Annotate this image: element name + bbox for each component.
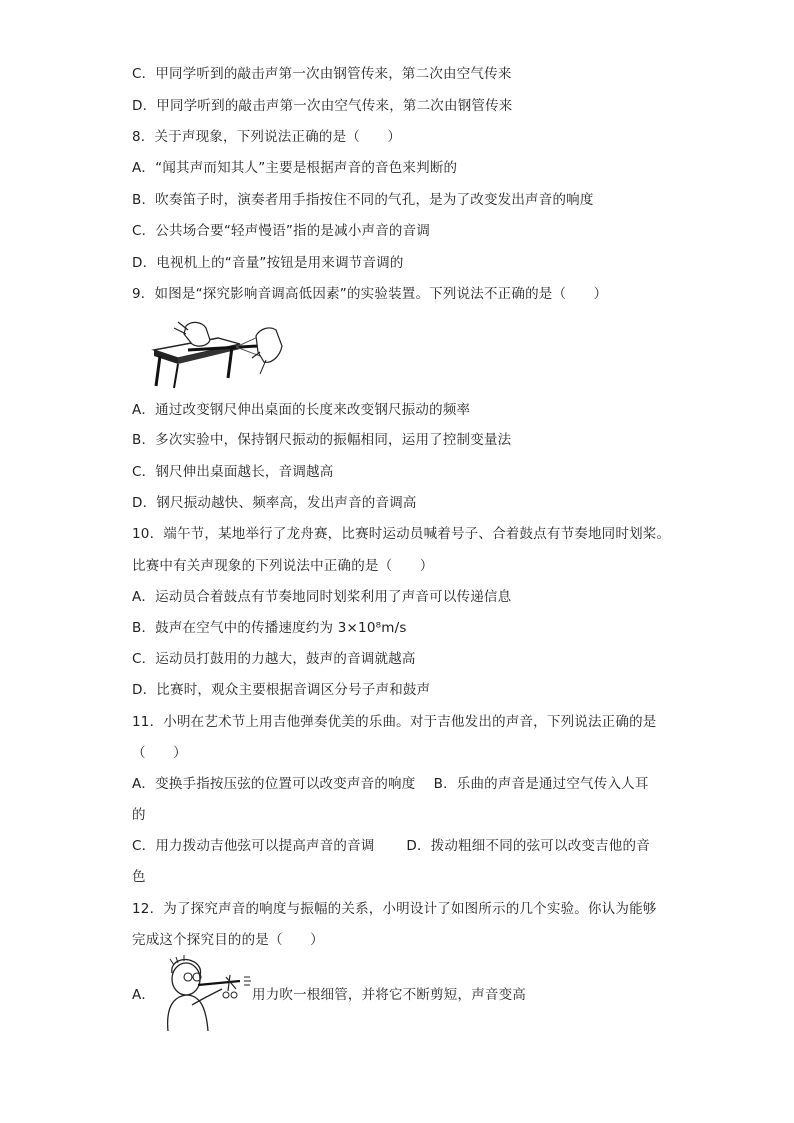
q8-option-d: D．电视机上的“音量”按钮是用来调节音调的	[132, 255, 404, 271]
q9-option-d: D．钢尺振动越快、频率高，发出声音的音调高	[132, 495, 417, 511]
q8-stem: 8．关于声现象，下列说法正确的是（ ）	[132, 129, 402, 145]
q10-stem-line1: 10．端午节，某地举行了龙舟赛，比赛时运动员喊着号子、合着鼓点有节奏地同时划桨。	[132, 526, 671, 542]
q8-option-b: B．吹奏笛子时，演奏者用手指按住不同的气孔，是为了改变发出声音的响度	[132, 192, 594, 208]
q10-option-c: C．运动员打鼓用的力越大，鼓声的音调就越高	[132, 651, 416, 667]
q11-options-cd: C．用力拨动吉他弦可以提高声音的音调 D．拨动粗细不同的弦可以改变吉他的音	[132, 838, 650, 854]
q9-option-c: C．钢尺伸出桌面越长，音调越高	[132, 464, 334, 480]
ruler-experiment-figure	[148, 316, 288, 390]
q7-option-c: C．甲同学听到的敲击声第一次由钢管传来，第二次由空气传来	[132, 66, 512, 82]
q10-option-b: B．鼓声在空气中的传播速度约为 3×10⁸m/s	[132, 620, 407, 636]
q12-option-a-text: 用力吹一根细管，并将它不断剪短，声音变高	[252, 987, 526, 1003]
q12-stem-line2: 完成这个探究目的的是（ ）	[132, 932, 324, 948]
q12-stem-line1: 12．为了探究声音的响度与振幅的关系，小明设计了如图所示的几个实验。你认为能够	[132, 901, 657, 917]
q12-option-a-label: A．	[132, 987, 156, 1003]
q11-options-ab: A．变换手指按压弦的位置可以改变声音的响度 B．乐曲的声音是通过空气传入人耳	[132, 776, 649, 792]
q9-option-b: B．多次实验中，保持钢尺振动的振幅相同，运用了控制变量法	[132, 432, 512, 448]
q10-option-a: A．运动员合着鼓点有节奏地同时划桨利用了声音可以传递信息	[132, 589, 512, 605]
q11-stem-line2: （ ）	[132, 745, 187, 761]
q10-option-d: D．比赛时，观众主要根据音调区分号子声和鼓声	[132, 682, 431, 698]
q11-options-cd-wrap: 色	[132, 869, 146, 885]
q9-option-a: A．通过改变钢尺伸出桌面的长度来改变钢尺振动的频率	[132, 402, 471, 418]
q8-option-c: C．公共场合要“轻声慢语”指的是减小声音的音调	[132, 223, 431, 239]
q8-option-a: A．“闻其声而知其人”主要是根据声音的音色来判断的	[132, 160, 458, 176]
q7-option-d: D．甲同学听到的敲击声第一次由空气传来，第二次由钢管传来	[132, 98, 513, 114]
q10-stem-line2: 比赛中有关声现象的下列说法中正确的是（ ）	[132, 558, 434, 574]
q11-options-ab-wrap: 的	[132, 807, 146, 823]
q9-stem: 9．如图是“探究影响音调高低因素”的实验装置。下列说法不正确的是（ ）	[132, 286, 608, 302]
person-blowing-tube-figure	[156, 955, 252, 1033]
q11-stem-line1: 11．小明在艺术节上用吉他弹奏优美的乐曲。对于吉他发出的声音，下列说法正确的是	[132, 714, 657, 730]
